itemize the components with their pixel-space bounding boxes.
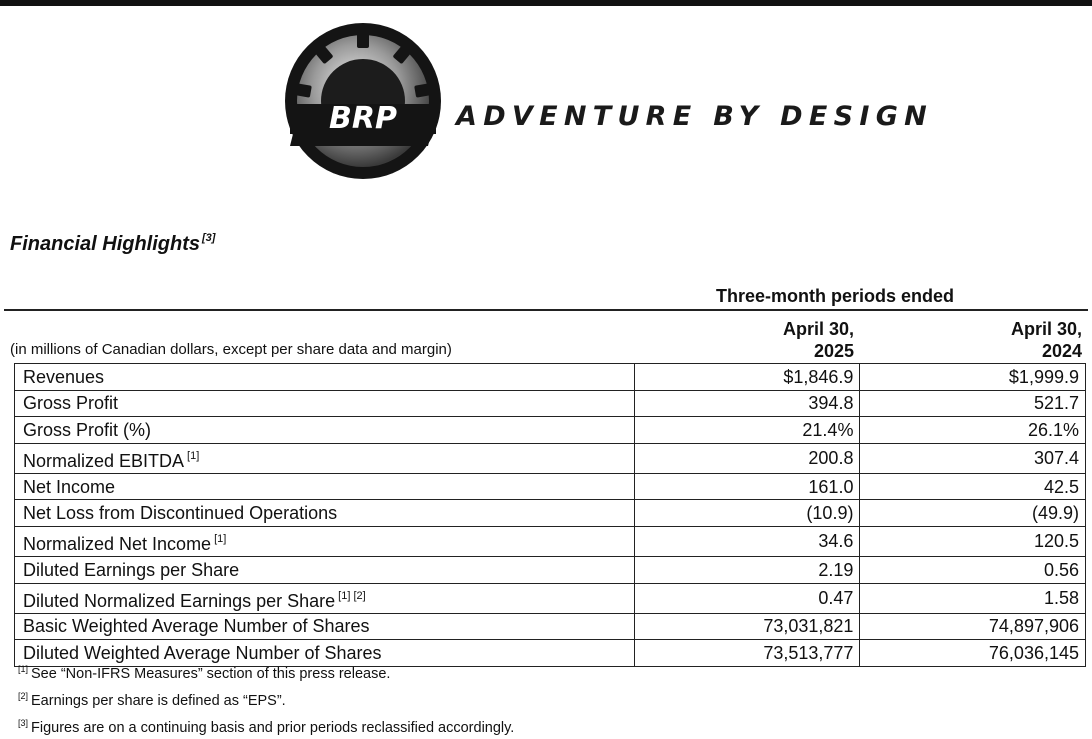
row-label [15,390,635,417]
row-label [15,583,635,613]
value-2024: 1.58 [860,583,1086,613]
footnote-mark: [3] [18,718,29,728]
value-2024: 76,036,145 [860,640,1086,667]
table-top-rule [4,309,1088,311]
value-2025: (10.9) [634,500,860,527]
footnote-text: Earnings per share is defined as “EPS”. [31,693,286,709]
value-2025: $1,846.9 [634,364,860,391]
value-2024: (49.9) [860,500,1086,527]
table-row [15,556,1086,583]
units-note: (in millions of Canadian dollars, except per share data and margin) [10,341,452,358]
table-row [15,583,1086,613]
value-2025: 34.6 [634,526,860,556]
value-2025: 73,031,821 [634,613,860,640]
row-label [15,364,635,391]
footnote-mark: [1] [18,664,29,674]
table-row [15,500,1086,527]
value-2025: 0.47 [634,583,860,613]
footnote [18,658,514,685]
value-2024: $1,999.9 [860,364,1086,391]
row-footnote-ref: [1] [2] [338,589,366,602]
value-2024: 307.4 [860,443,1086,473]
footnote-mark: [2] [18,691,29,701]
value-2025: 2.19 [634,556,860,583]
footnote [18,685,514,712]
value-2024: 521.7 [860,390,1086,417]
table-row [15,473,1086,500]
value-2024: 74,897,906 [860,613,1086,640]
row-footnote-ref: [1] [187,449,200,462]
footnote-text: Figures are on a continuing basis and prior periods reclassified accordingly. [31,720,515,736]
value-2025: 161.0 [634,473,860,500]
row-label-text: Net Loss from Discontinued Operations [23,503,338,524]
row-label-text: Diluted Normalized Earnings per Share [23,590,336,611]
row-label [15,473,635,500]
table-row [15,526,1086,556]
column-header-year: 2024 [1041,341,1082,361]
column-header-2024 [1011,318,1082,362]
brp-logo [284,22,442,180]
value-2025: 394.8 [634,390,860,417]
column-header-2025 [783,318,854,362]
footnote-text: See “Non-IFRS Measures” section of this press release. [31,666,391,682]
value-2025: 21.4% [634,417,860,444]
table-row [15,364,1086,391]
row-label [15,500,635,527]
row-label [15,417,635,444]
section-title-footnote: [3] [202,232,216,244]
value-2024: 120.5 [860,526,1086,556]
table-row [15,390,1086,417]
value-2024: 0.56 [860,556,1086,583]
column-header-year: 2025 [813,341,854,361]
footnote [18,712,514,739]
row-footnote-ref: [1] [214,532,227,545]
value-2025: 73,513,777 [634,640,860,667]
row-label [15,613,635,640]
value-2024: 42.5 [860,473,1086,500]
column-header-line: April 30, [782,319,854,339]
row-label-text: Net Income [23,476,116,497]
row-label-text: Revenues [23,366,105,387]
value-2024: 26.1% [860,417,1086,444]
section-title-text: Financial Highlights [10,233,201,255]
column-header-line: April 30, [1010,319,1082,339]
table-row [15,613,1086,640]
row-label-text: Gross Profit [23,393,119,414]
financial-highlights-table [14,363,1086,667]
row-label-text: Normalized Net Income [23,533,212,554]
row-label-text: Basic Weighted Average Number of Shares [23,616,370,637]
row-label-text: Diluted Earnings per Share [23,559,240,580]
row-label-text: Diluted Weighted Average Number of Shares [23,642,382,663]
top-border [0,0,1092,6]
row-label-text: Gross Profit (%) [23,419,152,440]
value-2025: 200.8 [634,443,860,473]
row-label-text: Normalized EBITDA [23,450,185,471]
table-row [15,443,1086,473]
logo-wordmark: BRP [329,101,397,136]
row-label [15,556,635,583]
row-label [15,526,635,556]
section-title [10,232,215,256]
table-row [15,417,1086,444]
brand-tagline: ADVENTURE BY DESIGN [456,101,934,132]
period-heading: Three-month periods ended [716,286,955,306]
row-label [15,443,635,473]
